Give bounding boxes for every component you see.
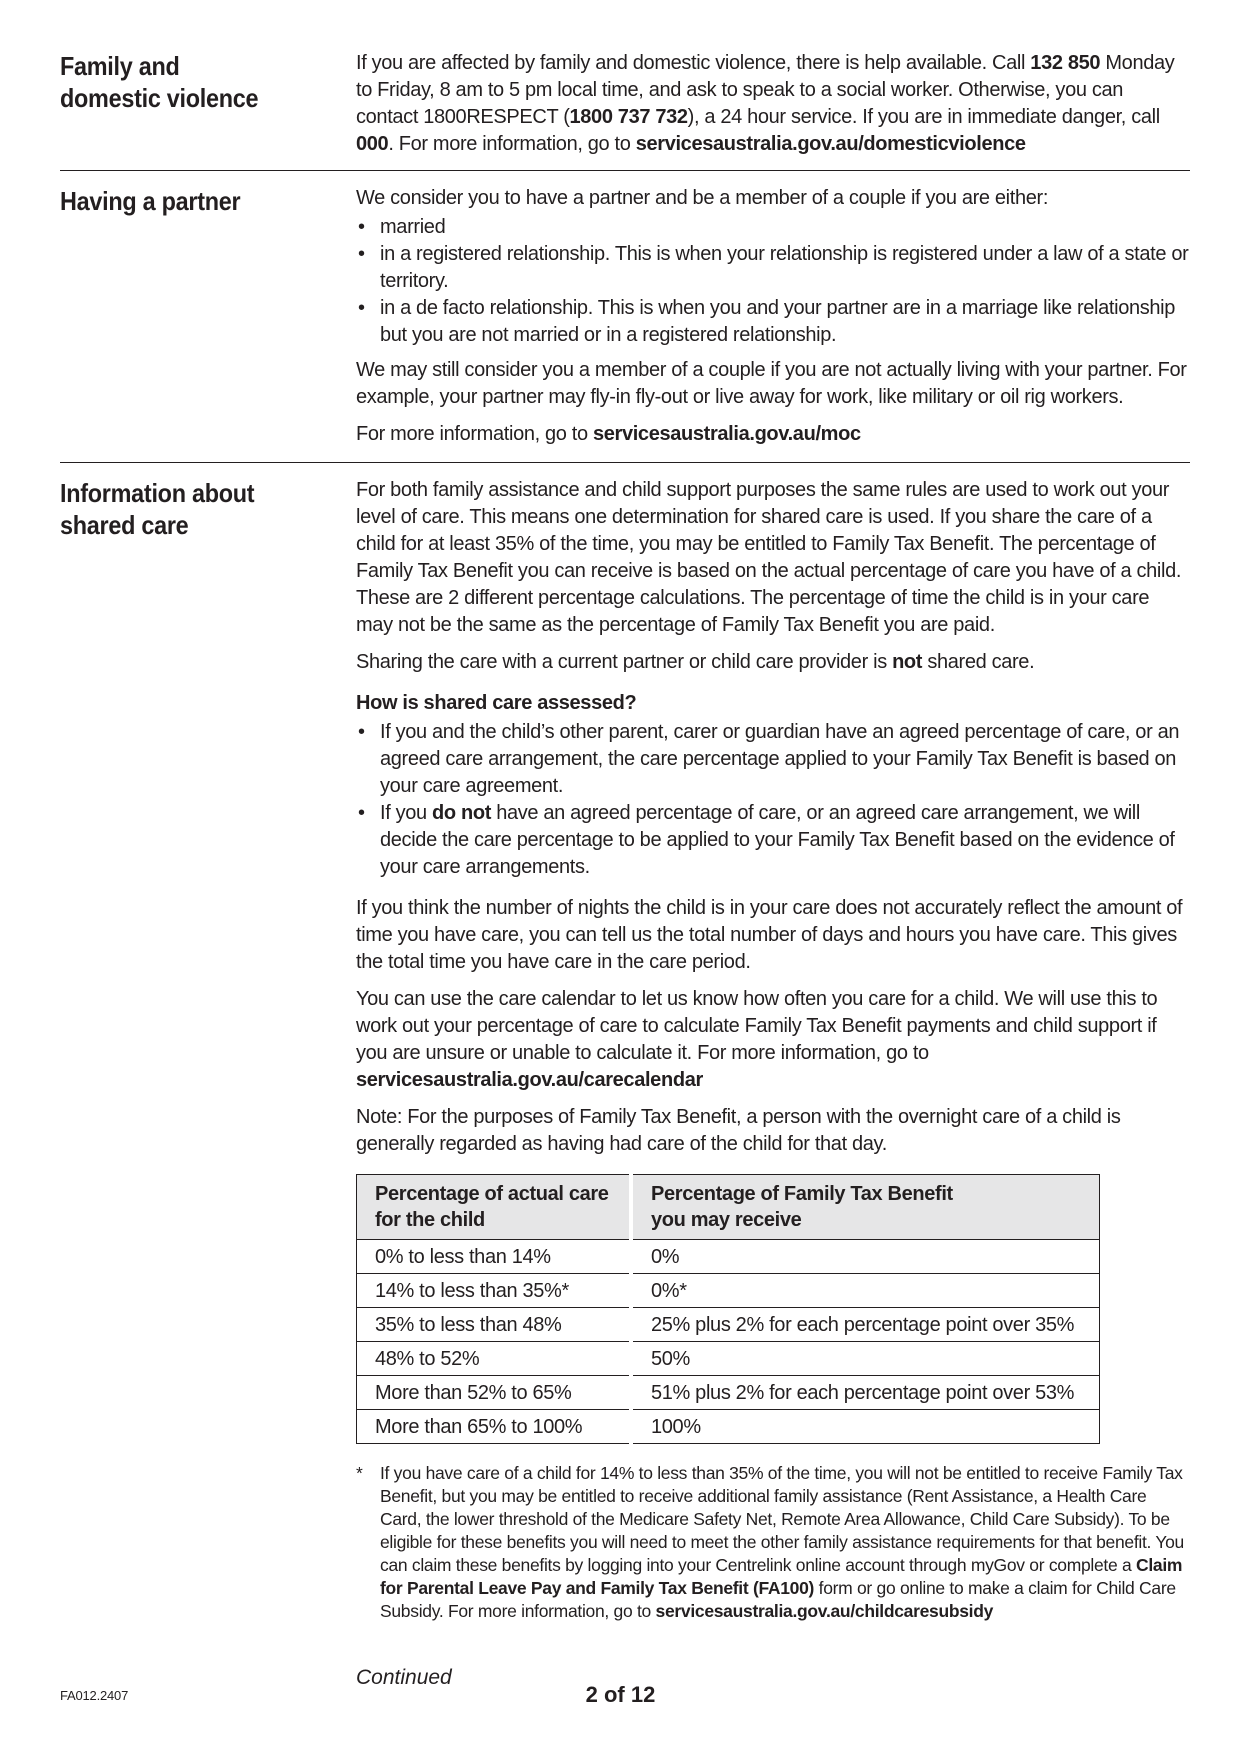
table-row: [357, 1240, 1100, 1274]
table-footnote: [356, 1462, 1190, 1623]
section-title: Information about shared care: [60, 478, 255, 540]
section-family-domestic-violence: [60, 50, 1190, 158]
table-cell: 0%: [631, 1240, 1100, 1274]
section-divider: [60, 462, 1190, 463]
table-cell: 35% to less than 48%: [357, 1308, 632, 1342]
table-cell: 50%: [631, 1342, 1100, 1376]
table-cell: More than 65% to 100%: [357, 1410, 632, 1444]
list-item: • If you do not have an agreed percentage of care, or an agreed care arrangement, we will decide the care percentage to be applied to your Family Tax Benefit based on the evidence of your care arrangements.: [358, 802, 1175, 878]
table-cell: 100%: [631, 1410, 1100, 1444]
shared-paragraph-3: If you think the number of nights the child is in your care does not accurately reflect the amount of time you have care, you can tell us the total number of days and hours you have care. This gives the total time you have care in the care period.: [356, 897, 1183, 973]
section-having-a-partner: [60, 185, 1190, 448]
list-item: • in a de facto relationship. This is when you and your partner are in a marriage like relationship but you are not married or in a registered relationship.: [358, 297, 1176, 346]
section-shared-care: [60, 477, 1190, 1623]
table-row: [357, 1308, 1100, 1342]
section-title: Family and domestic violence: [60, 51, 259, 113]
list-item: • in a registered relationship. This is when your relationship is registered under a law of a state or territory.: [358, 243, 1189, 292]
table-row: [357, 1274, 1100, 1308]
partner-more-info: For more information, go to servicesaustralia.gov.au/moc: [356, 423, 861, 445]
footnote-marker: *: [356, 1463, 363, 1483]
shared-paragraph-4: You can use the care calendar to let us know how often you care for a child. We will use this to work out your percentage of care to calculate Family Tax Benefit payments and child support if you are unsure or unable to calculate it. For more information, go to servicesaustralia.gov.au/carecalendar: [356, 988, 1158, 1091]
shared-paragraph-1: For both family assistance and child support purposes the same rules are used to work out your level of care. This means one determination for shared care is used. If you share the care of a child for at least 35% of the time, you may be entitled to Family Tax Benefit. The percentage of Family Tax Benefit you can receive is based on the actual percentage of care you have of a child. These are 2 different percentage calculations. The percentage of time the child is in your care may not be the same as the percentage of Family Tax Benefit you are paid.: [356, 479, 1182, 636]
table-cell: 48% to 52%: [357, 1342, 632, 1376]
section-divider: [60, 170, 1190, 171]
table-header-cell: Percentage of actual care for the child: [357, 1175, 632, 1240]
section-body: [356, 477, 1190, 1623]
table-cell: More than 52% to 65%: [357, 1376, 632, 1410]
table-cell: 0% to less than 14%: [357, 1240, 632, 1274]
table-row: [357, 1410, 1100, 1444]
shared-bullet-list: [356, 719, 1190, 881]
continued-label: Continued: [356, 1666, 452, 1689]
footnote-text: If you have care of a child for 14% to less than 35% of the time, you will not be entitled to receive Family Tax Benefit, but you may be entitled to receive additional family assistance (Rent Assistance, a Health Care Card, the lower threshold of the Medicare Safety Net, Remote Area Allowance, Child Care Subsidy). To be eligible for these benefits you will need to meet the other family assistance requirements for that benefit. You can claim these benefits by logging into your Centrelink online account through myGov or complete a Claim for Parental Leave Pay and Family Tax Benefit (FA100) form or go online to make a claim for Child Care Subsidy. For more information, go to servicesaustralia.gov.au/childcaresubsidy: [380, 1463, 1184, 1621]
partner-bullet-list: [356, 214, 1190, 349]
table-cell: 51% plus 2% for each percentage point over 53%: [631, 1376, 1100, 1410]
section-title: Having a partner: [60, 186, 241, 216]
shared-note: Note: For the purposes of Family Tax Benefit, a person with the overnight care of a child is generally regarded as having had care of the child for that day.: [356, 1106, 1121, 1155]
form-code: FA012.2407: [60, 1688, 129, 1703]
partner-intro: We consider you to have a partner and be a member of a couple if you are either:: [356, 187, 1049, 209]
table-header-cell: Percentage of Family Tax Benefit you may receive: [631, 1175, 1100, 1240]
fdv-paragraph: If you are affected by family and domestic violence, there is help available. Call 132 850 Monday to Friday, 8 am to 5 pm local time, and ask to speak to a social worker. Otherwise, you can contact 1800RESPECT (1800 737 732), a 24 hour service. If you are in immediate danger, call 000. For more information, go to servicesaustralia.gov.au/domesticviolence: [356, 52, 1175, 155]
list-item: • If you and the child’s other parent, carer or guardian have an agreed percentage of care, or an agreed care arrangement, the care percentage applied to your Family Tax Benefit is based on your care agreement.: [358, 721, 1180, 797]
page-number: 2 of 12: [585, 1682, 656, 1707]
shared-paragraph-2: Sharing the care with a current partner or child care provider is not shared care.: [356, 651, 1035, 673]
partner-paragraph-2: We may still consider you a member of a couple if you are not actually living with your partner. For example, your partner may fly-in fly-out or live away for work, like military or oil rig workers.: [356, 359, 1187, 408]
list-item: • married: [358, 216, 446, 238]
table-cell: 0%*: [631, 1274, 1100, 1308]
table-cell: 14% to less than 35%*: [357, 1274, 632, 1308]
document-page: [60, 50, 1190, 1623]
table-header-row: [357, 1175, 1100, 1240]
shared-subheading: How is shared care assessed?: [356, 692, 637, 714]
section-body: [356, 50, 1190, 158]
table-row: [357, 1342, 1100, 1376]
care-percentage-table: [356, 1174, 1100, 1444]
section-body: [356, 185, 1190, 448]
table-cell: 25% plus 2% for each percentage point over 35%: [631, 1308, 1100, 1342]
table-row: [357, 1376, 1100, 1410]
